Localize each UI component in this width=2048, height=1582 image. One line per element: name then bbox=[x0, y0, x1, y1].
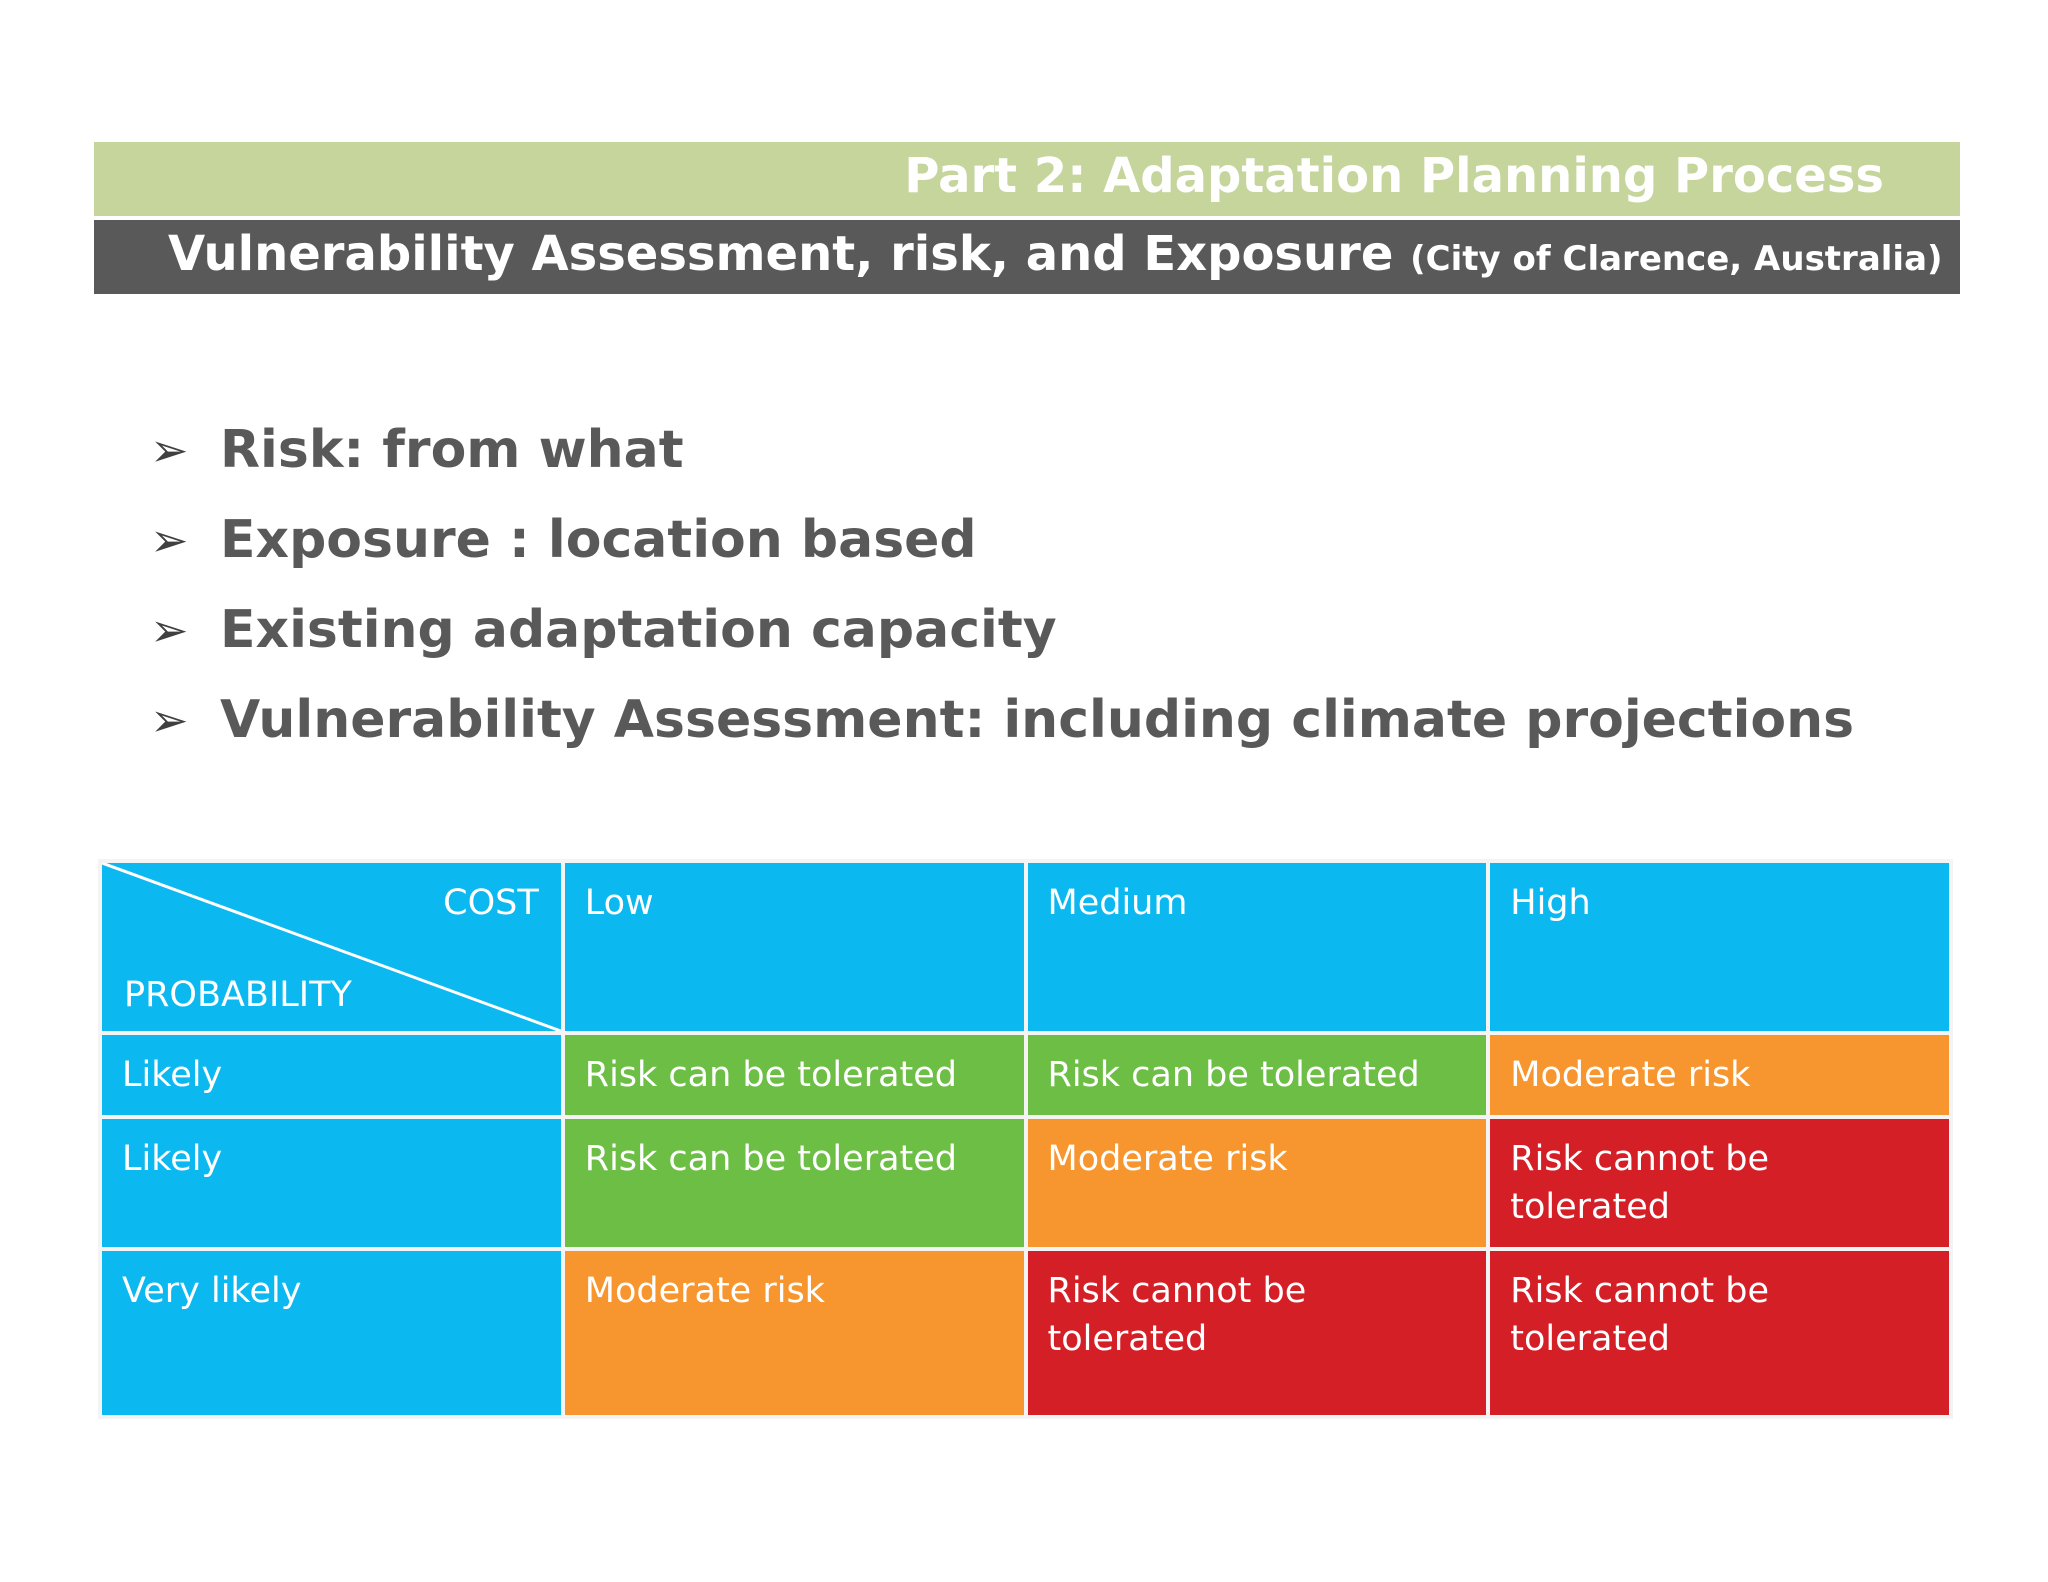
matrix-cell: Risk cannot be tolerated bbox=[1490, 1119, 1949, 1247]
arrow-bullet-icon: ➢ bbox=[150, 513, 189, 567]
arrow-bullet-icon: ➢ bbox=[150, 603, 189, 657]
arrow-bullet-icon: ➢ bbox=[150, 693, 189, 747]
matrix-cell: Risk can be tolerated bbox=[565, 1119, 1024, 1247]
bullet-text: Risk: from what bbox=[220, 420, 684, 480]
bullet-item bbox=[150, 675, 1854, 765]
bullet-text: Vulnerability Assessment: including climate projections bbox=[220, 690, 1855, 750]
slide-title bbox=[168, 226, 1943, 282]
slide-title-text: Vulnerability Assessment, risk, and Exposure bbox=[168, 226, 1394, 282]
matrix-cell: Moderate risk bbox=[1028, 1119, 1487, 1247]
matrix-cell: Moderate risk bbox=[565, 1251, 1024, 1415]
bullet-text: Exposure : location based bbox=[220, 510, 977, 570]
matrix-cell: Risk cannot be tolerated bbox=[1028, 1251, 1487, 1415]
matrix-row bbox=[102, 1035, 1949, 1115]
arrow-bullet-icon: ➢ bbox=[150, 423, 189, 477]
matrix-header-row bbox=[102, 863, 1949, 1031]
bullet-item bbox=[150, 405, 1854, 495]
probability-axis-label: PROBABILITY bbox=[124, 975, 352, 1015]
section-header-bar bbox=[94, 142, 1960, 216]
matrix-corner-cell bbox=[102, 863, 561, 1031]
slide-title-note: (City of Clarence, Australia) bbox=[1410, 239, 1943, 279]
matrix-cell: Moderate risk bbox=[1490, 1035, 1949, 1115]
matrix-cell: Risk can be tolerated bbox=[1028, 1035, 1487, 1115]
column-header-low: Low bbox=[565, 863, 1024, 1031]
bullet-item bbox=[150, 495, 1854, 585]
row-header: Likely bbox=[102, 1035, 561, 1115]
matrix-cell: Risk can be tolerated bbox=[565, 1035, 1024, 1115]
row-header: Likely bbox=[102, 1119, 561, 1247]
bullet-list bbox=[150, 405, 1854, 765]
matrix-row bbox=[102, 1119, 1949, 1247]
bullet-text: Existing adaptation capacity bbox=[220, 600, 1057, 660]
column-header-high: High bbox=[1490, 863, 1949, 1031]
part-title: Part 2: Adaptation Planning Process bbox=[904, 148, 1884, 204]
column-header-medium: Medium bbox=[1028, 863, 1487, 1031]
matrix-cell: Risk cannot be tolerated bbox=[1490, 1251, 1949, 1415]
slide-title-bar bbox=[94, 220, 1960, 294]
cost-axis-label: COST bbox=[443, 883, 539, 923]
matrix-row bbox=[102, 1251, 1949, 1415]
row-header: Very likely bbox=[102, 1251, 561, 1415]
bullet-item bbox=[150, 585, 1854, 675]
risk-matrix bbox=[98, 859, 1953, 1419]
